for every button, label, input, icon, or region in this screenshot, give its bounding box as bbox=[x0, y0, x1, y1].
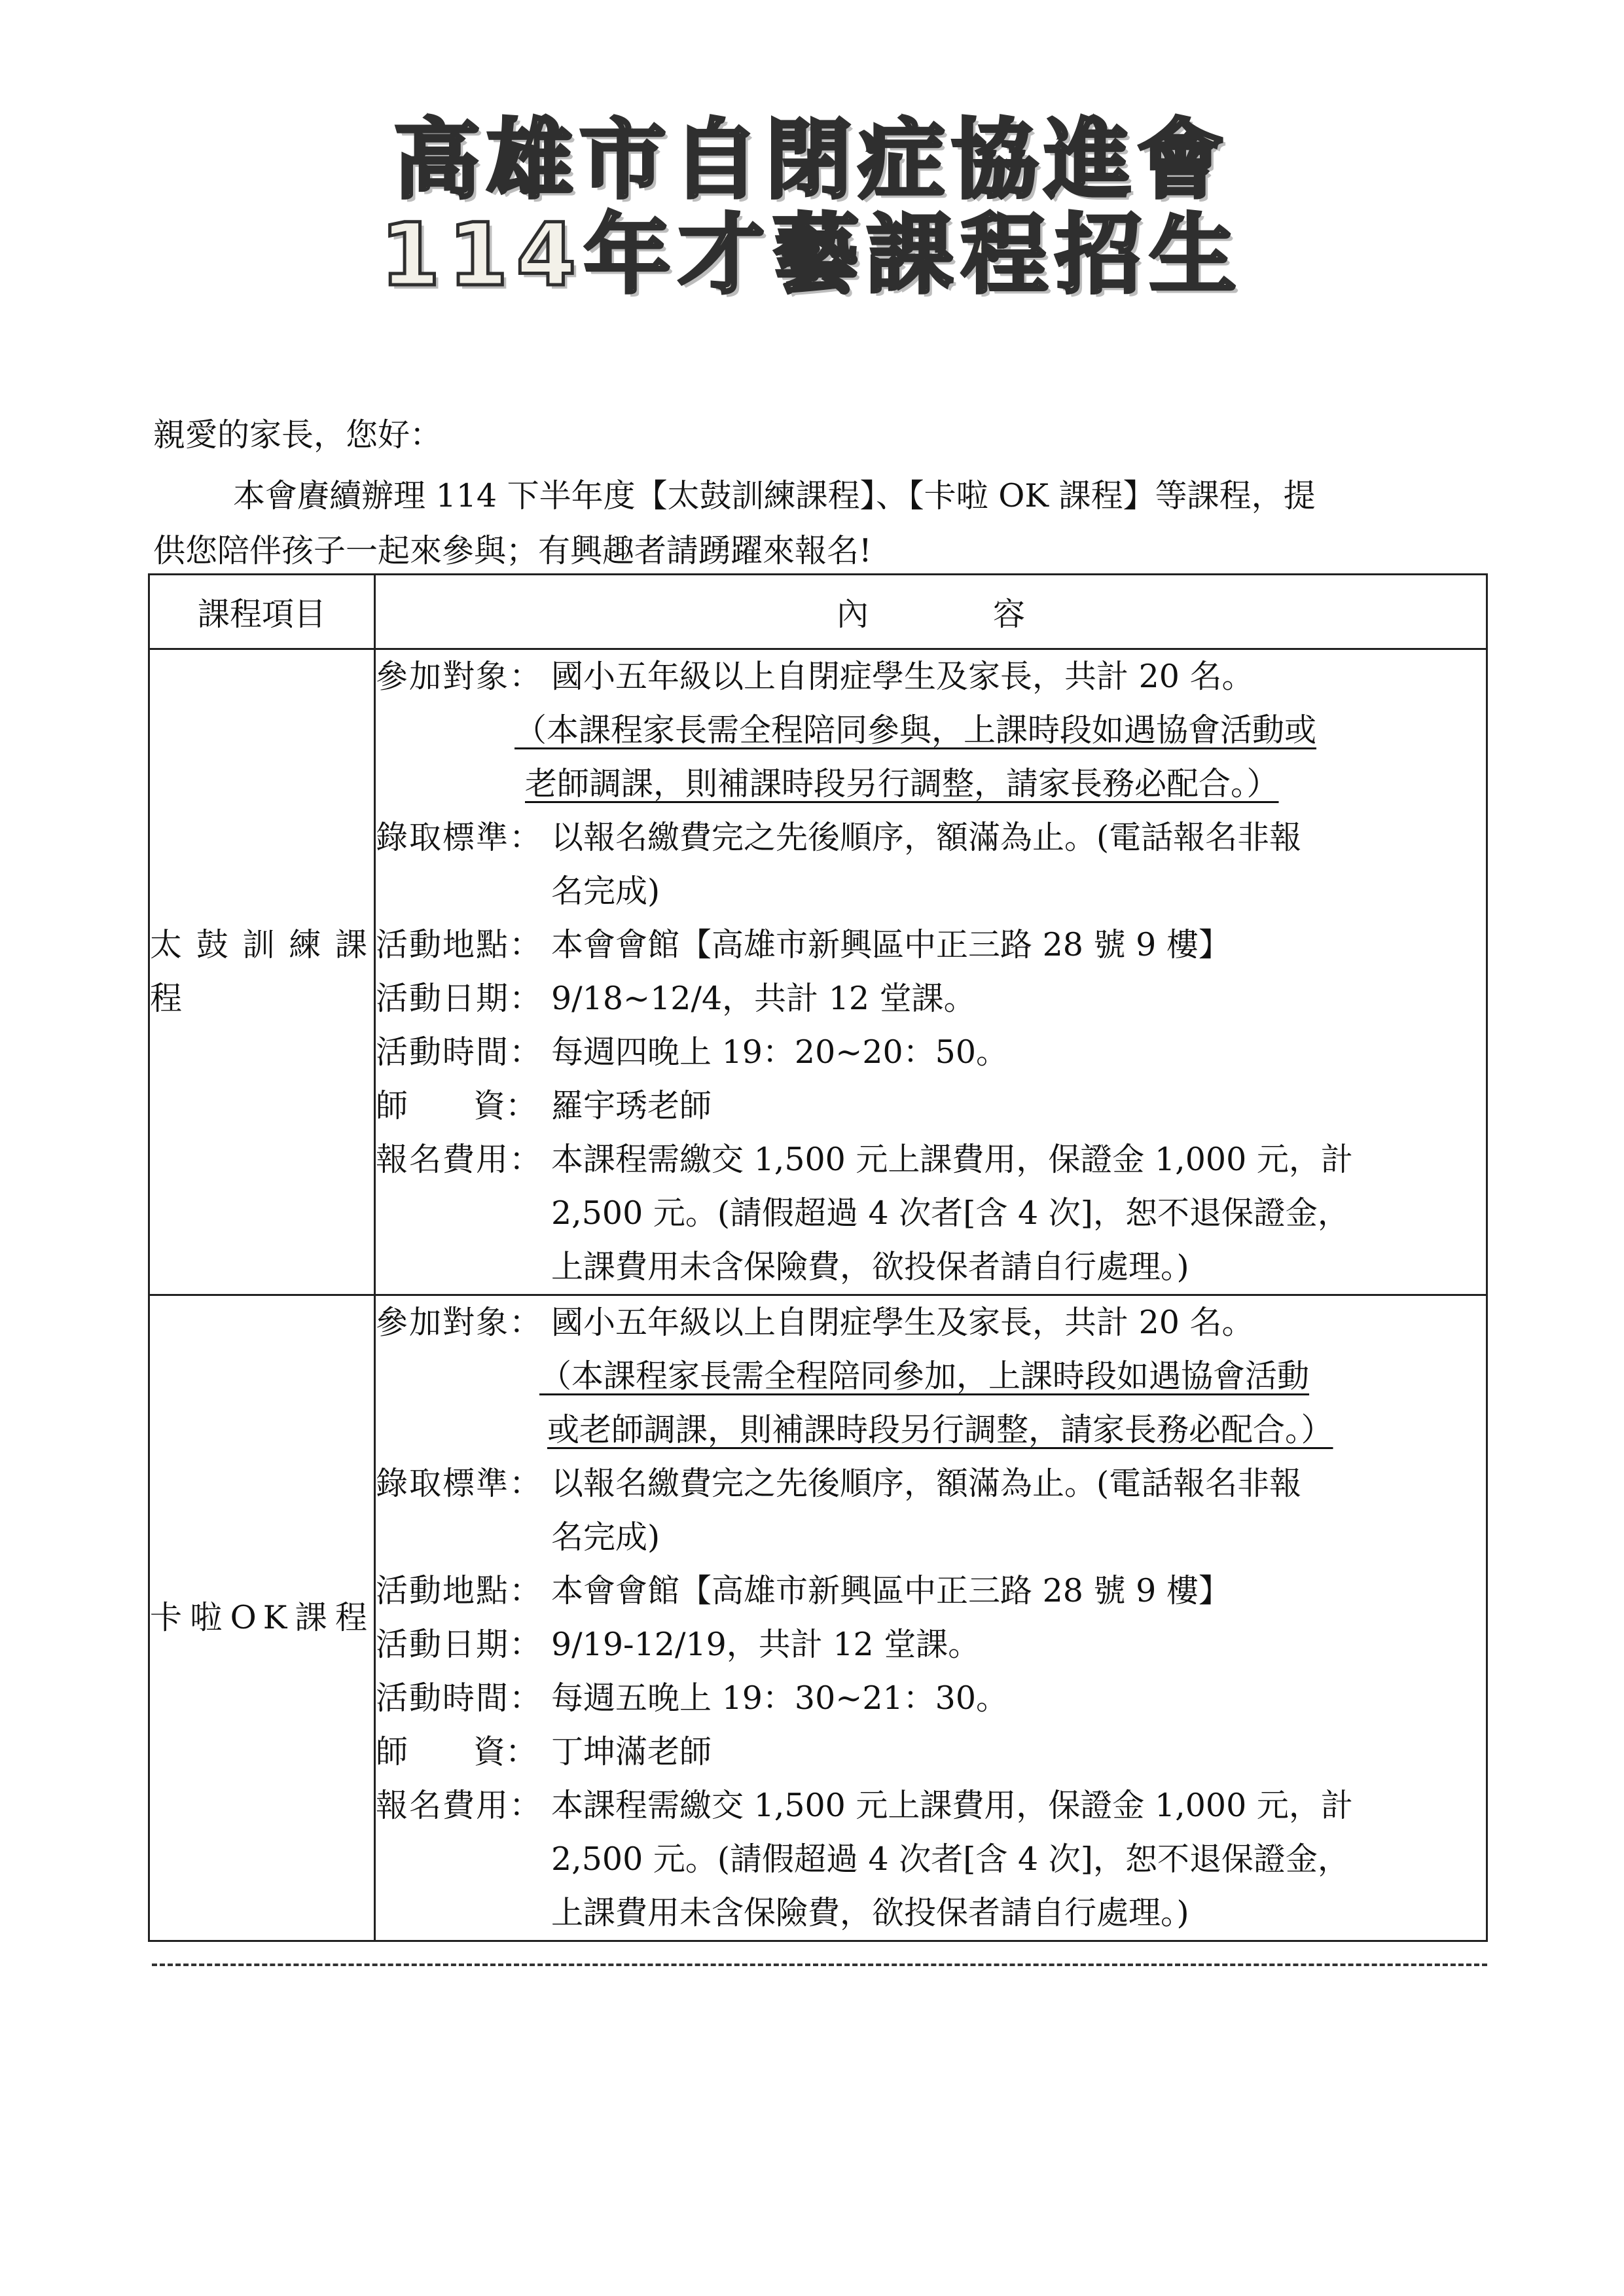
fee-value-cont-2: 上課費用未含保險費，欲投保者請自行處理。) bbox=[551, 1248, 1189, 1285]
teacher-label-a: 師 bbox=[376, 1087, 408, 1124]
fee-value: 本課程需繳交 1,500 元上課費用，保證金 1,000 元，計 bbox=[551, 1141, 1353, 1178]
location-value: 本會會館【高雄市新興區中正三路 28 號 9 樓】 bbox=[551, 926, 1231, 963]
date-label: 活動日期： bbox=[376, 980, 543, 1017]
target-value: 國小五年級以上自閉症學生及家長，共計 20 名。 bbox=[551, 658, 1254, 695]
date-value: 9/19-12/19，共計 12 堂課。 bbox=[551, 1626, 981, 1663]
teacher-label-b: 資： bbox=[473, 1733, 538, 1770]
teacher-label bbox=[376, 1725, 551, 1779]
fee-value: 本課程需繳交 1,500 元上課費用，保證金 1,000 元，計 bbox=[551, 1787, 1353, 1824]
parent-note-line-1: （本課程家長需全程陪同參加，上課時段如遇協會活動 bbox=[539, 1357, 1310, 1395]
criteria-label: 錄取標準： bbox=[376, 819, 543, 856]
criteria-value: 以報名繳費完之先後順序，額滿為止。(電話報名非報 bbox=[551, 1465, 1302, 1502]
page-title-line-2: 114年才藝課程招生 bbox=[380, 205, 1244, 306]
table-header-row bbox=[149, 575, 1487, 649]
criteria-value-cont: 名完成) bbox=[551, 872, 660, 910]
parent-note-line-2: 或老師調課，則補課時段另行調整，請家長務必配合。） bbox=[547, 1411, 1333, 1448]
fee-value-cont-2: 上課費用未含保險費，欲投保者請自行處理。) bbox=[551, 1894, 1189, 1931]
course-details bbox=[375, 649, 1487, 1295]
teacher-value: 羅宇琇老師 bbox=[551, 1087, 712, 1124]
time-label: 活動時間： bbox=[376, 1679, 543, 1717]
target-label: 參加對象： bbox=[376, 1304, 543, 1341]
time-value: 每週四晚上 19：20~20：50。 bbox=[551, 1033, 1009, 1071]
criteria-value-cont: 名完成) bbox=[551, 1518, 660, 1556]
parent-note-line-1: （本課程家長需全程陪同參與，上課時段如遇協會活動或 bbox=[514, 711, 1317, 749]
criteria-label: 錄取標準： bbox=[376, 1465, 543, 1502]
page-title-line-1: 高雄市自閉症協進會 bbox=[393, 110, 1231, 211]
course-details bbox=[375, 1295, 1487, 1941]
fee-value-cont-1: 2,500 元。(請假超過 4 次者[含 4 次]，恕不退保證金， bbox=[551, 1194, 1350, 1232]
teacher-label-a: 師 bbox=[376, 1733, 408, 1770]
intro-text-line-2: 供您陪伴孩子一起來參與；有興趣者請踴躍來報名! bbox=[153, 532, 872, 569]
header-content-label: 內容 bbox=[836, 595, 1149, 633]
course-table bbox=[148, 573, 1488, 1942]
fee-label: 報名費用： bbox=[376, 1141, 543, 1178]
header-course-item: 課程項目 bbox=[149, 575, 375, 649]
time-label: 活動時間： bbox=[376, 1033, 543, 1071]
intro-text-line-1: 本會賡續辦理 114 下半年度【太鼓訓練課程】、【卡啦 OK 課程】等課程，提 bbox=[233, 477, 1316, 514]
teacher-label bbox=[376, 1079, 551, 1133]
cut-line-divider bbox=[152, 1964, 1487, 1966]
greeting-text: 親愛的家長，您好： bbox=[153, 416, 442, 454]
target-value: 國小五年級以上自閉症學生及家長，共計 20 名。 bbox=[551, 1304, 1254, 1341]
course-name: 太鼓訓練課程 bbox=[149, 649, 375, 1295]
target-label: 參加對象： bbox=[376, 658, 543, 695]
date-label: 活動日期： bbox=[376, 1626, 543, 1663]
location-label: 活動地點： bbox=[376, 1572, 543, 1609]
teacher-value: 丁坤滿老師 bbox=[551, 1733, 712, 1770]
header-content bbox=[375, 575, 1487, 649]
course-row-karaoke bbox=[149, 1295, 1487, 1941]
parent-note-line-2: 老師調課，則補課時段另行調整，請家長務必配合。） bbox=[525, 765, 1279, 802]
criteria-value: 以報名繳費完之先後順序，額滿為止。(電話報名非報 bbox=[551, 819, 1302, 856]
date-value: 9/18~12/4，共計 12 堂課。 bbox=[551, 980, 976, 1017]
teacher-label-b: 資： bbox=[473, 1087, 538, 1124]
fee-label: 報名費用： bbox=[376, 1787, 543, 1824]
course-name: 卡啦OK課程 bbox=[149, 1295, 375, 1941]
fee-value-cont-1: 2,500 元。(請假超過 4 次者[含 4 次]，恕不退保證金， bbox=[551, 1840, 1350, 1878]
location-label: 活動地點： bbox=[376, 926, 543, 963]
time-value: 每週五晚上 19：30~21：30。 bbox=[551, 1679, 1009, 1717]
course-row-taiko bbox=[149, 649, 1487, 1295]
location-value: 本會會館【高雄市新興區中正三路 28 號 9 樓】 bbox=[551, 1572, 1231, 1609]
